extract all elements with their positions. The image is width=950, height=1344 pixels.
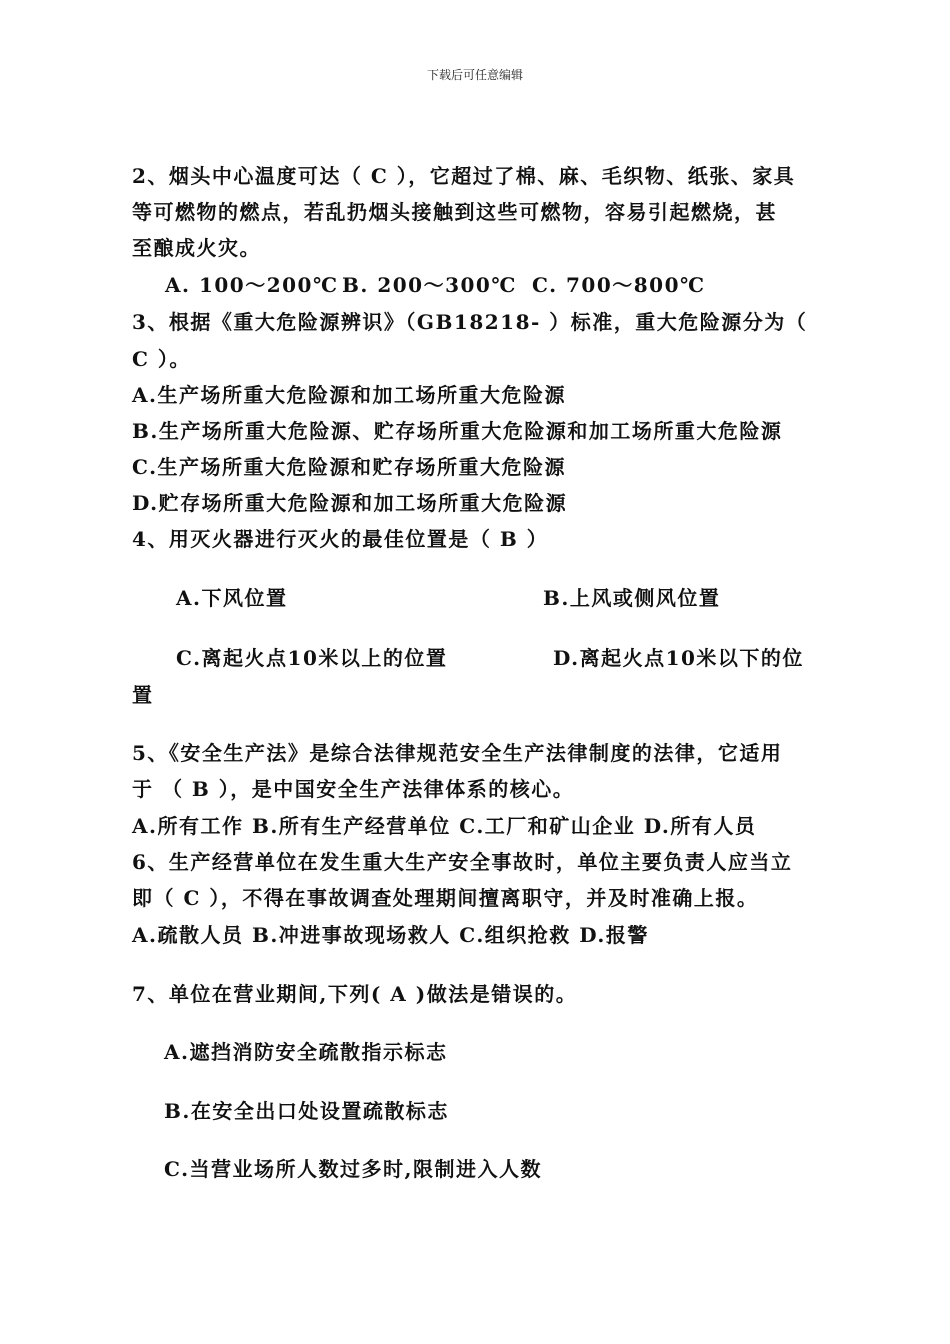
q6-line-1: 6、生产经营单位在发生重大生产安全事故时，单位主要负责人应当立 (132, 850, 793, 874)
q5-line-1: 5、《安全生产法》是综合法律规范安全生产法律制度的法律，它适用 (132, 741, 783, 765)
q2-line-3: 至酿成火灾。 (132, 236, 261, 260)
q4-option-d-continued: 置 (132, 683, 154, 707)
q6-line-2: 即（ C ），不得在事故调查处理期间擅离职守，并及时准确上报。 (132, 886, 759, 910)
q7-option-b: B.在安全出口处设置疏散标志 (164, 1099, 449, 1123)
q3-option-b: B.生产场所重大危险源、贮存场所重大危险源和加工场所重大危险源 (132, 419, 783, 443)
q7-option-c: C.当营业场所人数过多时,限制进入人数 (164, 1157, 542, 1181)
q4-option-a: A.下风位置 (176, 586, 288, 610)
q2-option-c: C. 700～800℃ (532, 273, 706, 297)
q2-line-2: 等可燃物的燃点，若乱扔烟头接触到这些可燃物，容易引起燃烧，甚 (132, 200, 777, 224)
q4-option-d: D.离起火点10米以下的位 (553, 646, 804, 670)
q2-option-a: A. 100～200℃ (165, 273, 339, 297)
q5-line-2: 于 （ B ），是中国安全生产法律体系的核心。 (132, 777, 575, 801)
q3-option-d: D.贮存场所重大危险源和加工场所重大危险源 (132, 491, 568, 515)
q2-option-b: B. 200～300℃ (342, 273, 517, 297)
q4-option-b: B.上风或侧风位置 (543, 586, 721, 610)
q4-option-c: C.离起火点10米以上的位置 (176, 646, 448, 670)
q4-line-1: 4、用灭火器进行灭火的最佳位置是（ B ） (132, 527, 549, 551)
page-header: 下载后可任意编辑 (426, 68, 523, 82)
q6-options: A.疏散人员 B.冲进事故现场救人 C.组织抢救 D.报警 (132, 923, 649, 947)
q3-line-2: C ）。 (132, 347, 191, 371)
q7-line-1: 7、单位在营业期间,下列( A )做法是错误的。 (132, 982, 578, 1006)
q3-line-1: 3、根据《重大危险源辨识》（GB18218- ）标准，重大危险源分为（ (132, 310, 808, 334)
q7-option-a: A.遮挡消防安全疏散指示标志 (164, 1040, 448, 1064)
q2-line-1: 2、烟头中心温度可达（ C ），它超过了棉、麻、毛织物、纸张、家具 (132, 164, 796, 188)
q3-option-c: C.生产场所重大危险源和贮存场所重大危险源 (132, 455, 567, 479)
q3-option-a: A.生产场所重大危险源和加工场所重大危险源 (132, 383, 566, 407)
q5-options: A.所有工作 B.所有生产经营单位 C.工厂和矿山企业 D.所有人员 (132, 814, 757, 838)
